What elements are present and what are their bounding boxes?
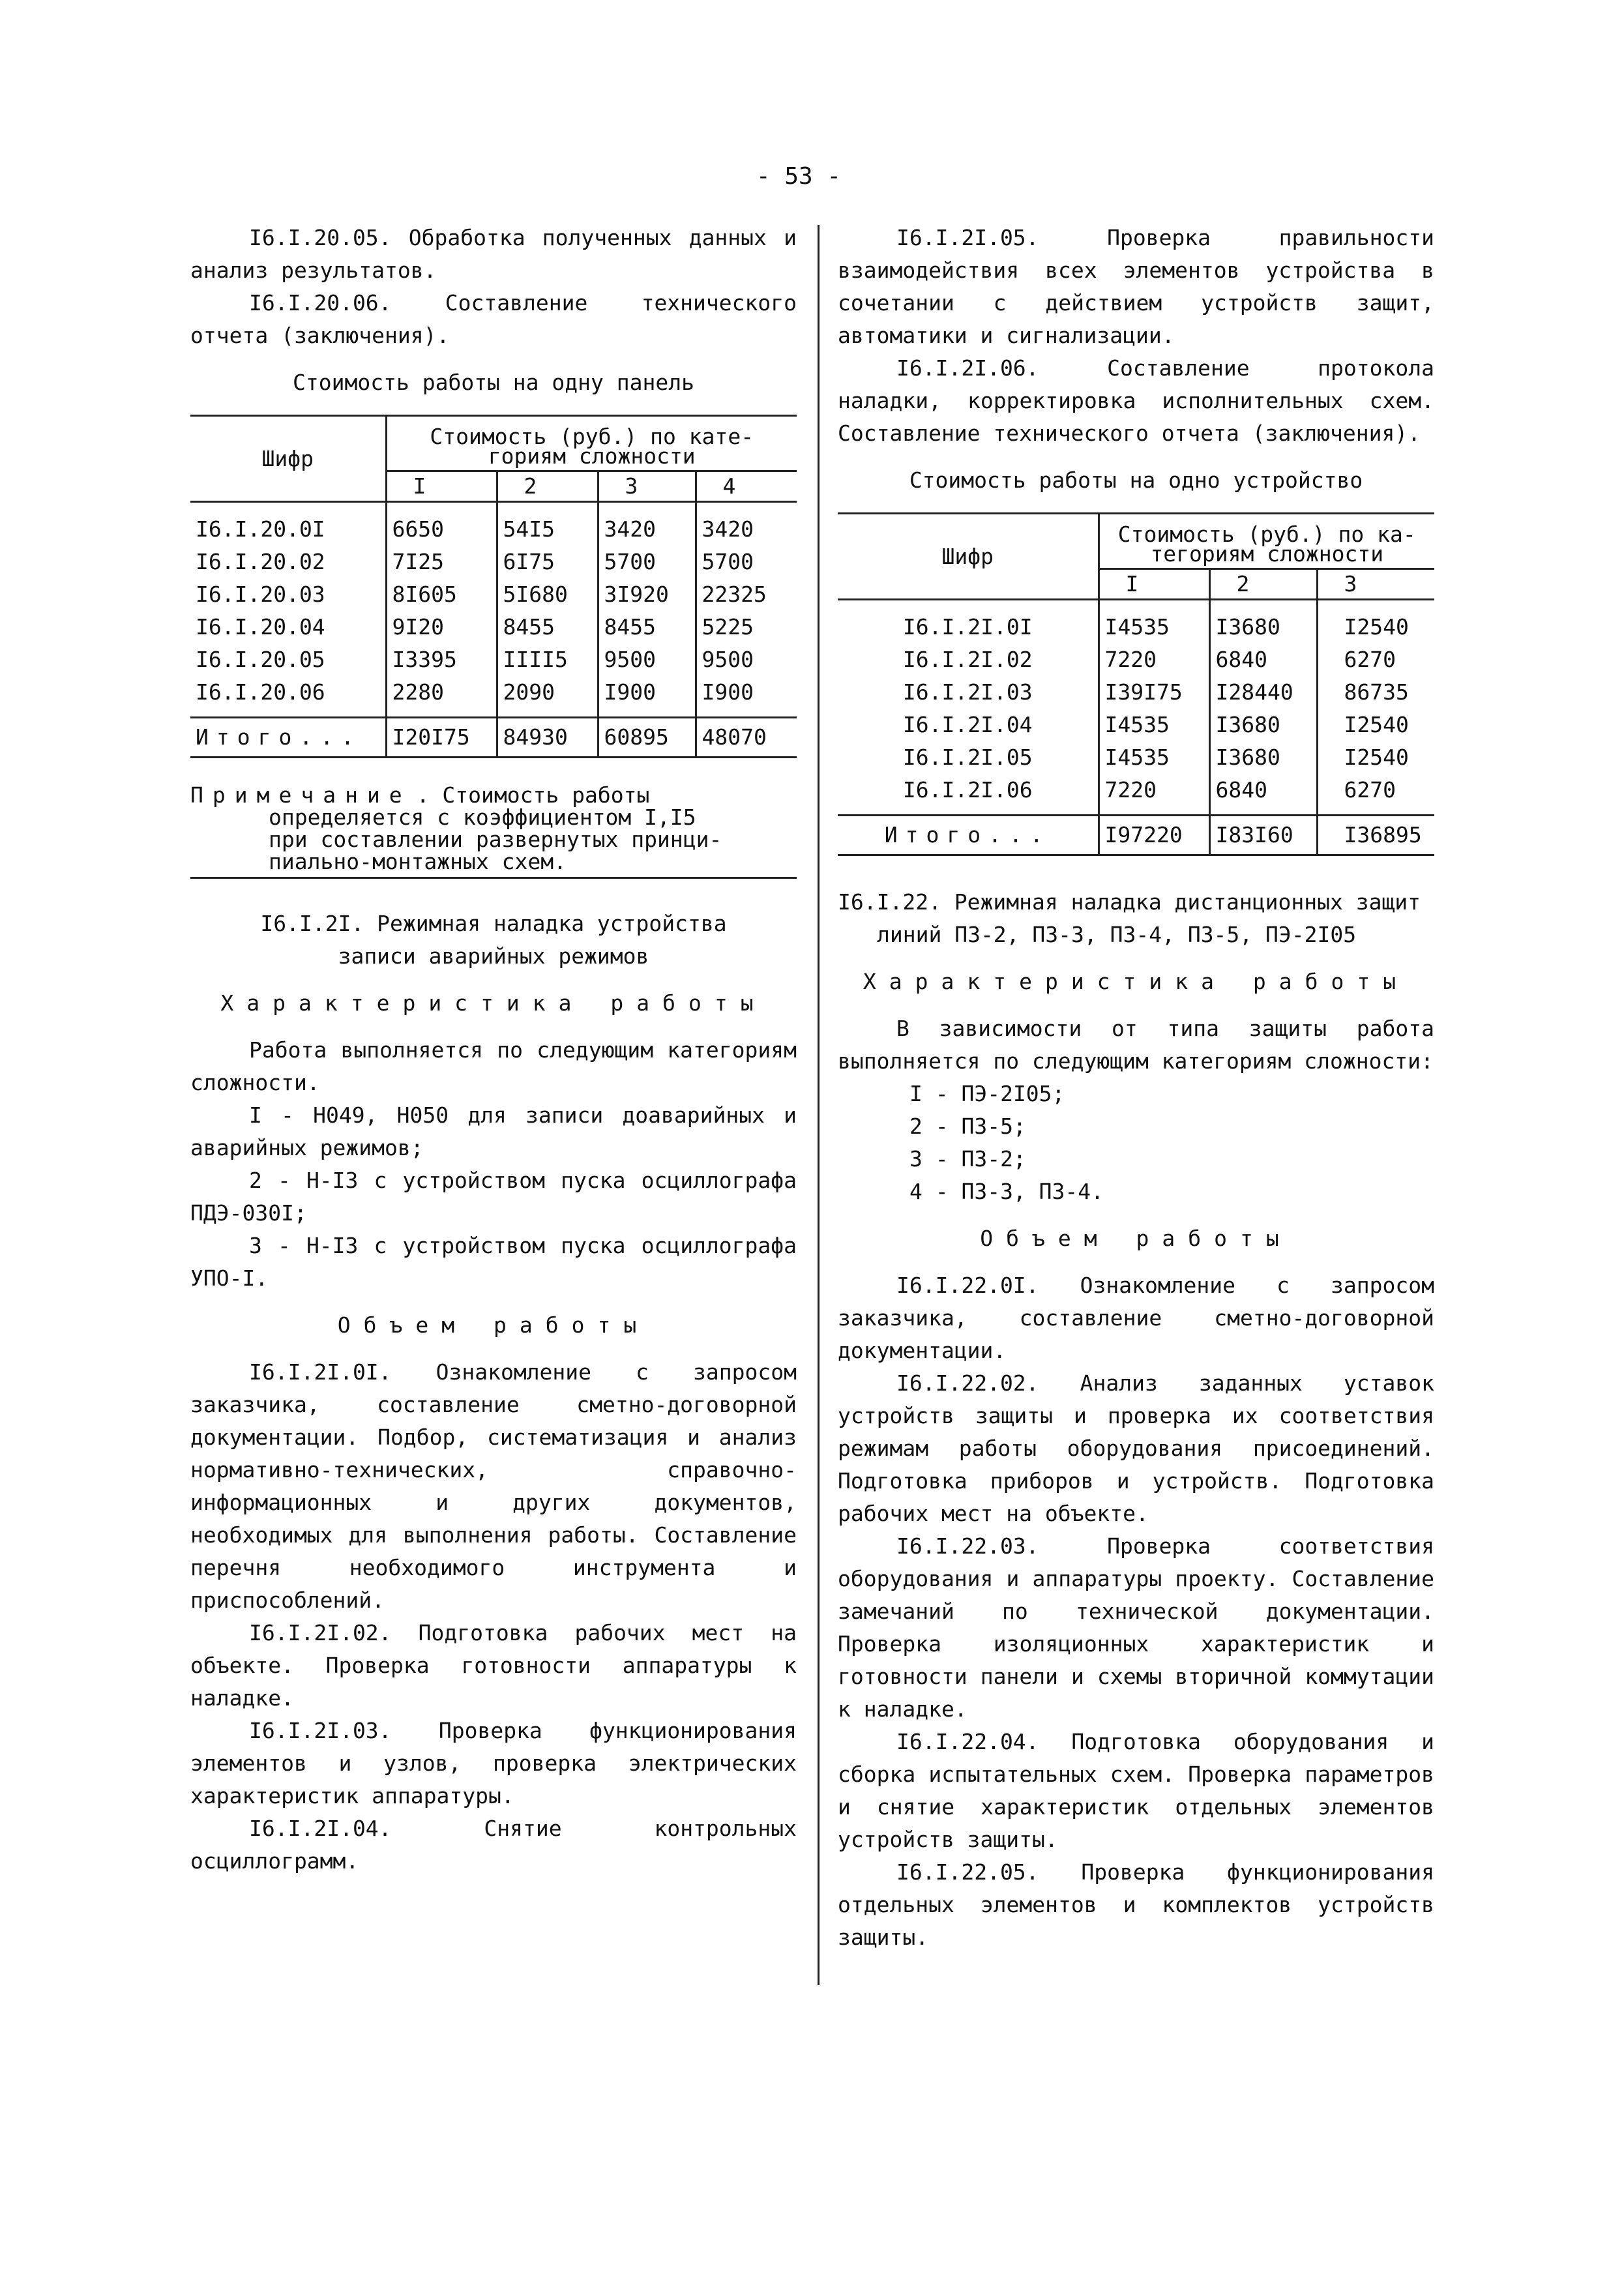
volume-heading: Объем работы	[980, 1226, 1292, 1251]
cell-value: 8455	[598, 611, 696, 643]
table-row	[838, 600, 1434, 644]
volume-heading: Объем работы	[337, 1312, 650, 1338]
note-text: пиально-монтажных схем.	[269, 849, 567, 874]
column-header-cost	[386, 416, 797, 471]
characteristic-heading: Характеристика работы	[863, 969, 1410, 994]
paragraph: I6.I.2I.04. Снятие контрольных осциллограмм.	[190, 1816, 797, 1874]
total-value: 84930	[497, 718, 598, 758]
column-divider	[818, 225, 819, 1985]
cell-value: I3680	[1209, 600, 1317, 644]
row-code: I6.I.20.06	[196, 679, 325, 705]
paragraph: Работа выполняется по следующим категориям сложности.	[190, 1037, 797, 1095]
cell-value: I2540	[1317, 709, 1434, 741]
table-row	[190, 676, 797, 718]
section-title-line: записи аварийных режимов	[338, 943, 649, 969]
cell-value: 2280	[386, 676, 497, 718]
cell-value: 8I605	[386, 578, 497, 611]
total-row	[190, 718, 797, 758]
category-header: 3	[598, 471, 696, 502]
row-code: I6.I.20.02	[196, 549, 325, 574]
table-row	[190, 502, 797, 546]
cell-value: 7220	[1099, 643, 1209, 676]
total-value: I97220	[1099, 816, 1209, 855]
cell-value: 5225	[696, 611, 797, 643]
paragraph: I6.I.20.05. Обработка полученных данных и анализ результатов.	[190, 225, 797, 283]
cell-value: 7I25	[386, 546, 497, 578]
paragraph: I6.I.2I.05. Проверка правильности взаимодействия всех элементов устройства в сочетании с действием устройств защит, автоматики и сигнализации.	[838, 225, 1434, 348]
cell-value: I900	[598, 676, 696, 718]
category-item: 3 - Н-I3 с устройством пуска осциллографа УПО-I.	[190, 1233, 797, 1291]
cell-value: I4535	[1099, 741, 1209, 774]
row-code: I6.I.20.05	[196, 647, 325, 672]
note-text: . Стоимость работы	[416, 782, 650, 808]
cell-value: 9500	[598, 643, 696, 676]
row-code: I6.I.20.0I	[196, 516, 325, 542]
cell-value: 9I20	[386, 611, 497, 643]
table-row	[838, 643, 1434, 676]
cost-header-line: гориям сложности	[488, 443, 696, 469]
cell-value: 5700	[598, 546, 696, 578]
cell-value: 8455	[497, 611, 598, 643]
table-row	[190, 546, 797, 578]
cell-value: IIII5	[497, 643, 598, 676]
table-row	[190, 643, 797, 676]
category-item: 4 - ПЗ-3, ПЗ-4.	[909, 1179, 1104, 1204]
table-row	[838, 676, 1434, 709]
cell-value: 86735	[1317, 676, 1434, 709]
cell-value: I39I75	[1099, 676, 1209, 709]
note-text: определяется с коэффициентом I,I5	[269, 804, 696, 830]
paragraph: I6.I.22.0I. Ознакомление с запросом заказчика, составление сметно-договорной документации.	[838, 1273, 1434, 1363]
cell-value: 6270	[1317, 643, 1434, 676]
paragraph: I6.I.2I.02. Подготовка рабочих мест на объекте. Проверка готовности аппаратуры к наладке.	[190, 1620, 797, 1711]
total-value: 48070	[696, 718, 797, 758]
cell-value: 5I680	[497, 578, 598, 611]
section-title-line: I6.I.2I. Режимная наладка устройства	[260, 911, 727, 936]
row-code: I6.I.2I.05	[902, 745, 1033, 770]
row-code: I6.I.20.04	[196, 614, 325, 640]
column-header-cost	[1099, 514, 1434, 569]
table-row	[190, 578, 797, 611]
paragraph: I6.I.2I.06. Составление протокола наладки, корректировка исполнительных схем. Составление технического отчета (заключения).	[838, 355, 1434, 446]
category-item: I - ПЭ-2I05;	[909, 1081, 1065, 1106]
row-code: I6.I.20.03	[196, 582, 325, 607]
category-item: I - Н049, Н050 для записи доаварийных и аварийных режимов;	[190, 1102, 797, 1160]
category-header: I	[386, 471, 497, 502]
cell-value: I2540	[1317, 741, 1434, 774]
total-value: I20I75	[386, 718, 497, 758]
category-header: I	[1099, 569, 1209, 600]
row-code: I6.I.2I.02	[902, 647, 1033, 672]
table-row	[838, 774, 1434, 816]
row-code: I6.I.2I.04	[902, 712, 1033, 737]
cell-value: I3680	[1209, 741, 1317, 774]
column-header-code: Шифр	[190, 416, 386, 502]
paragraph: В зависимости от типа защиты работа выполняется по следующим категориям сложности:	[838, 1016, 1434, 1074]
cost-header-line: тегориям сложности	[1150, 541, 1384, 567]
cell-value: 6I75	[497, 546, 598, 578]
paragraph: I6.I.22.02. Анализ заданных уставок устройств защиты и проверка их соответствия режимам работы оборудования присоединений. Подготовка приборов и устройств. Подготовка рабочих мест на объекте.	[838, 1370, 1434, 1526]
category-header: 2	[1209, 569, 1317, 600]
paragraph: I6.I.20.06. Составление технического отчета (заключения).	[190, 290, 797, 348]
cell-value: 3420	[696, 502, 797, 546]
cell-value: 6270	[1317, 774, 1434, 816]
paragraph: I6.I.22.05. Проверка функционирования отдельных элементов и комплектов устройств защиты.	[838, 1859, 1434, 1950]
cost-header-line: Стоимость (руб.) по кате-	[430, 424, 754, 449]
cell-value: 54I5	[497, 502, 598, 546]
total-value: I36895	[1317, 816, 1434, 855]
cost-table-panel	[190, 415, 797, 758]
cell-value: I3395	[386, 643, 497, 676]
cell-value: I900	[696, 676, 797, 718]
total-value: 60895	[598, 718, 696, 758]
category-header: 4	[696, 471, 797, 502]
paragraph: I6.I.2I.0I. Ознакомление с запросом заказчика, составление сметно-договорной документации. Подбор, систематизация и анализ нормативно-технических, справочно-информационных и других документов, необходимых для выполнения работы. Составление перечня необходимого инструмента и приспособлений.	[190, 1359, 797, 1613]
category-item: 2 - ПЗ-5;	[909, 1114, 1026, 1139]
category-header: 2	[497, 471, 598, 502]
section-title	[838, 886, 1434, 951]
cost-table-device	[838, 512, 1434, 856]
total-label: Итого...	[196, 724, 362, 750]
cell-value: I4535	[1099, 600, 1209, 644]
cost-header-line: Стоимость (руб.) по ка-	[1117, 522, 1416, 547]
cell-value: I4535	[1099, 709, 1209, 741]
paragraph: I6.I.2I.03. Проверка функционирования элементов и узлов, проверка электрических характеристик аппаратуры.	[190, 1718, 797, 1808]
cell-value: 22325	[696, 578, 797, 611]
table-row	[838, 741, 1434, 774]
right-column	[838, 222, 1434, 1954]
column-header-code: Шифр	[838, 514, 1099, 600]
table-caption: Стоимость работы на одну панель	[293, 370, 694, 395]
row-code: I6.I.2I.06	[902, 777, 1033, 803]
note-label: Примечание	[190, 782, 411, 808]
page-number: - 53 -	[756, 163, 842, 190]
total-row	[838, 816, 1434, 855]
section-title-line: I6.I.22. Режимная наладка дистанционных защит	[838, 889, 1421, 915]
cell-value: 3420	[598, 502, 696, 546]
cell-value: 9500	[696, 643, 797, 676]
cell-value: I2540	[1317, 600, 1434, 644]
paragraph: I6.I.22.03. Проверка соответствия оборудования и аппаратуры проекту. Составление замечаний по технической документации. Проверка изоляционных характеристик и готовности панели и схемы вторичной коммутации к наладке.	[838, 1533, 1434, 1722]
cell-value: 6840	[1209, 774, 1317, 816]
left-column	[190, 222, 797, 1878]
total-value: I83I60	[1209, 816, 1317, 855]
cell-value: 5700	[696, 546, 797, 578]
cell-value: I3680	[1209, 709, 1317, 741]
characteristic-heading: Характеристика работы	[220, 990, 767, 1016]
row-code: I6.I.2I.03	[902, 679, 1033, 705]
cell-value: 3I920	[598, 578, 696, 611]
cell-value: 6650	[386, 502, 497, 546]
section-title	[190, 907, 797, 973]
table-caption: Стоимость работы на одно устройство	[909, 467, 1363, 493]
row-code: I6.I.2I.0I	[902, 614, 1033, 640]
cell-value: 6840	[1209, 643, 1317, 676]
category-header: 3	[1317, 569, 1434, 600]
total-label: Итого...	[884, 822, 1051, 848]
category-item: 2 - Н-I3 с устройством пуска осциллографа ПДЭ-030I;	[190, 1168, 797, 1226]
paragraph: I6.I.22.04. Подготовка оборудования и сборка испытательных схем. Проверка параметров и снятие характеристик отдельных элементов устройств защиты.	[838, 1729, 1434, 1852]
note-text: при составлении развернутых принци-	[269, 827, 722, 852]
cell-value: 2090	[497, 676, 598, 718]
section-title-line: линий ПЗ-2, ПЗ-3, ПЗ-4, ПЗ-5, ПЭ-2I05	[877, 922, 1357, 947]
note	[190, 784, 797, 879]
table-row	[838, 709, 1434, 741]
cell-value: 7220	[1099, 774, 1209, 816]
cell-value: I28440	[1209, 676, 1317, 709]
category-item: 3 - ПЗ-2;	[909, 1146, 1026, 1172]
table-row	[190, 611, 797, 643]
